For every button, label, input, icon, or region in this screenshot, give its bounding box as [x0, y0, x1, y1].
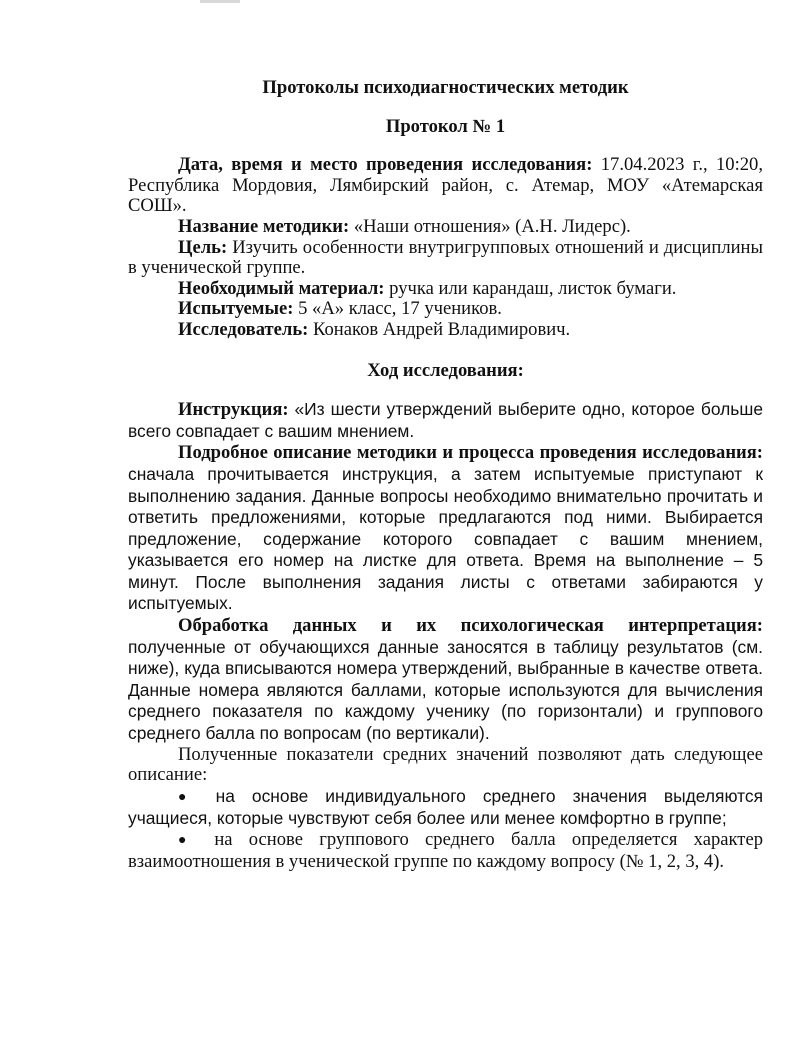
processing-value: полученные от обучающихся данные заносятся в таблицу результатов (см. ниже), куда вписываются номера утверждений, выбранные в качестве ответа. Данные номера являются баллами, которые используются для вычисления среднего показателя по каждому ученику (по горизонтали) и группового среднего балла по вопросам (по вертикали). [128, 636, 763, 744]
bullet-icon: ● [178, 789, 199, 805]
researcher-paragraph [128, 320, 763, 341]
instruction-value: «Из шести утверждений выберите одно, которое больше всего совпадает с вашим мнением. [128, 399, 763, 441]
bullet-item-1 [128, 786, 763, 830]
subjects-value: 5 «А» класс, 17 учеников. [293, 298, 502, 320]
description-value: сначала прочитывается инструкция, а затем испытуемые приступают к выполнению задания. Данные вопросы необходимо внимательно прочитать и ответить предложениями, которые предлагаются под ними. Выбирается предложение, содержание которого совпадает с вашим мнением, указывается его номер на листке для ответа. Время на выполнение – 5 минут. После выполнения задания листы с ответами забираются у испытуемых. [128, 463, 763, 614]
summary-paragraph: Полученные показатели средних значений позволяют дать следующее описание: [128, 743, 763, 786]
material-value: ручка или карандаш, листок бумаги. [384, 277, 677, 299]
description-paragraph [128, 442, 763, 615]
material-paragraph [128, 279, 763, 300]
method-label: Название методики: [178, 215, 350, 237]
document-title: Протоколы психодиагностических методик [262, 77, 629, 98]
instruction-label: Инструкция: [178, 399, 289, 421]
processing-paragraph [128, 615, 763, 745]
goal-paragraph [128, 238, 763, 279]
date-label: Дата, время и место проведения исследования: [178, 154, 593, 176]
researcher-label: Исследователь: [178, 318, 309, 340]
bullet-text-1: на основе индивидуального среднего значения выделяются учащиеся, которые чувствуют себя более или менее комфортно в группе; [128, 785, 763, 829]
instruction-paragraph [128, 399, 763, 442]
subjects-label: Испытуемые: [178, 298, 294, 320]
goal-label: Цель: [178, 236, 228, 258]
subjects-paragraph [128, 299, 763, 320]
researcher-value: Конаков Андрей Владимирович. [308, 318, 571, 340]
goal-value: Изучить особенности внутригрупповых отношений и дисциплины в ученической группе. [128, 236, 763, 279]
course-title: Ход исследования: [367, 359, 524, 381]
processing-label: Обработка данных и их психологическая интерпретация: [178, 615, 763, 637]
bullet-text-2: на основе группового среднего балла определяется характер взаимоотношения в ученической группе по каждому вопросу (№ 1, 2, 3, 4). [128, 829, 763, 872]
method-value: «Наши отношения» (А.Н. Лидерс). [349, 215, 631, 237]
bullet-icon: ● [178, 833, 199, 848]
bullet-item-2 [128, 830, 763, 872]
method-paragraph [128, 217, 763, 238]
protocol-number: Протокол № 1 [385, 115, 506, 137]
date-paragraph [128, 155, 763, 217]
material-label: Необходимый материал: [178, 277, 385, 299]
description-label: Подробное описание методики и процесса проведения исследования: [178, 442, 763, 464]
date-value: 17.04.2023 г., 10:20, Республика Мордовия, Лямбирский район, с. Атемар, МОУ «Атемарская СОШ». [128, 154, 763, 217]
